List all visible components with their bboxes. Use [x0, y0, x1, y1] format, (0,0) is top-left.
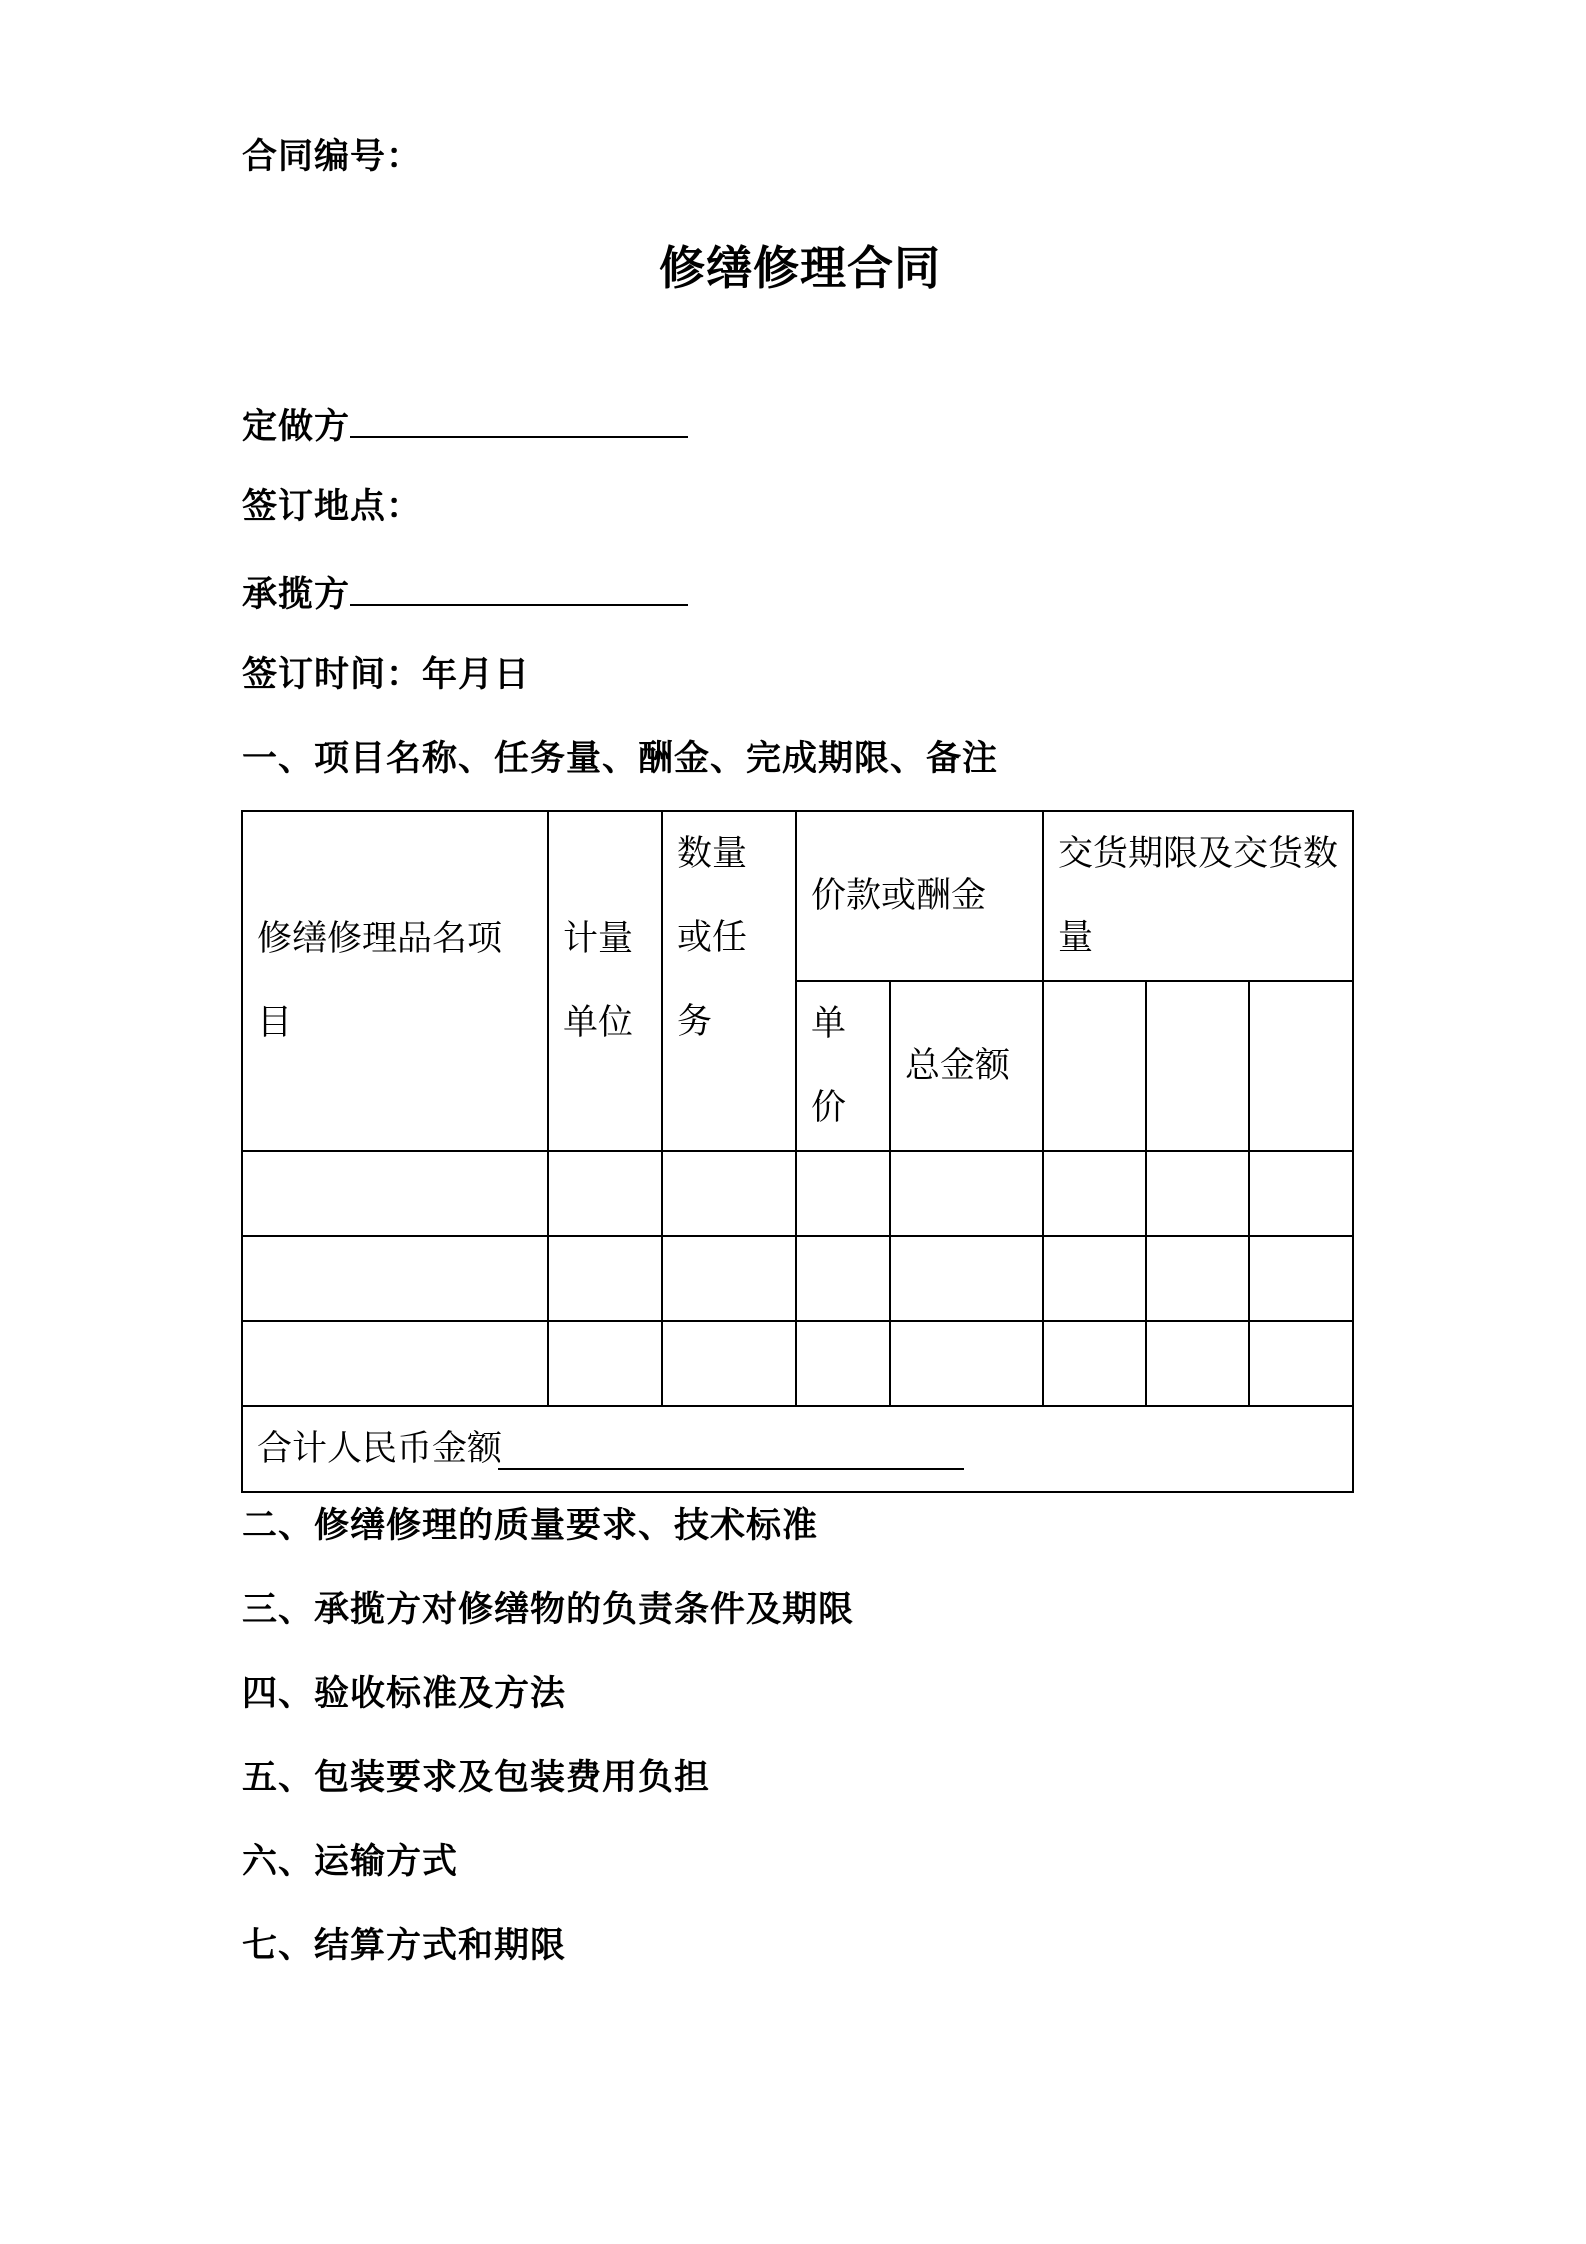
table-row: [242, 1151, 1353, 1236]
table-cell[interactable]: [548, 1321, 662, 1406]
contractor-field: [242, 570, 688, 616]
total-row: [242, 1406, 1353, 1492]
delivery-subcell[interactable]: [1146, 981, 1249, 1151]
section-heading-4: 四、验收标准及方法: [242, 1674, 567, 1714]
contractor-label: 承揽方: [242, 575, 351, 615]
table-cell[interactable]: [890, 1151, 1043, 1236]
table-cell[interactable]: [1146, 1321, 1249, 1406]
table-cell[interactable]: [796, 1151, 890, 1236]
sign-place-label: 签订地点：: [242, 487, 423, 527]
header-total-amount: 总金额: [890, 981, 1043, 1151]
document-title: 修缮修理合同: [659, 241, 941, 295]
table-cell[interactable]: [1043, 1151, 1146, 1236]
table-row: [242, 1236, 1353, 1321]
table-cell[interactable]: [548, 1151, 662, 1236]
table-cell[interactable]: [548, 1236, 662, 1321]
header-delivery: 交货期限及交货数量: [1043, 811, 1353, 981]
total-amount-cell[interactable]: [242, 1406, 1353, 1492]
delivery-subcell[interactable]: [1249, 981, 1353, 1151]
table-cell[interactable]: [662, 1321, 796, 1406]
delivery-subcell[interactable]: [1043, 981, 1146, 1151]
section-heading-2: 二、修缮修理的质量要求、技术标准: [242, 1506, 819, 1546]
sign-time-label: 签订时间：年月日: [242, 655, 531, 695]
header-item-name: 修缮修理品名项目: [242, 811, 548, 1151]
section-heading-3: 三、承揽方对修缮物的负责条件及期限: [242, 1590, 855, 1630]
header-price-group: 价款或酬金: [796, 811, 1043, 981]
total-amount-label: 合计人民币金额: [257, 1429, 503, 1469]
orderer-blank[interactable]: [350, 402, 688, 438]
table-cell[interactable]: [1249, 1151, 1353, 1236]
table-cell[interactable]: [796, 1236, 890, 1321]
table-cell[interactable]: [242, 1321, 548, 1406]
table-cell[interactable]: [1249, 1321, 1353, 1406]
section-heading-7: 七、结算方式和期限: [242, 1926, 567, 1966]
header-unit-price: 单价: [796, 981, 890, 1151]
orderer-label: 定做方: [242, 407, 351, 447]
section-heading-1: 一、项目名称、任务量、酬金、完成期限、备注: [242, 739, 999, 779]
items-table: [241, 810, 1354, 1493]
orderer-field: [242, 402, 688, 448]
table-cell[interactable]: [1146, 1236, 1249, 1321]
table-cell[interactable]: [242, 1236, 548, 1321]
section-heading-5: 五、包装要求及包装费用负担: [242, 1758, 711, 1798]
header-unit: 计量单位: [548, 811, 662, 1151]
table-cell[interactable]: [1043, 1236, 1146, 1321]
table-cell[interactable]: [1146, 1151, 1249, 1236]
table-cell[interactable]: [890, 1321, 1043, 1406]
table-cell[interactable]: [242, 1151, 548, 1236]
section-heading-6: 六、运输方式: [242, 1842, 459, 1882]
contractor-blank[interactable]: [350, 570, 688, 606]
table-row: [242, 1321, 1353, 1406]
table-cell[interactable]: [662, 1236, 796, 1321]
header-quantity: 数量或任务: [662, 811, 796, 1151]
table-cell[interactable]: [796, 1321, 890, 1406]
table-cell[interactable]: [890, 1236, 1043, 1321]
contract-number-label: 合同编号：: [242, 137, 423, 177]
table-cell[interactable]: [1249, 1236, 1353, 1321]
total-amount-blank[interactable]: [498, 1432, 964, 1470]
table-cell[interactable]: [1043, 1321, 1146, 1406]
table-cell[interactable]: [662, 1151, 796, 1236]
